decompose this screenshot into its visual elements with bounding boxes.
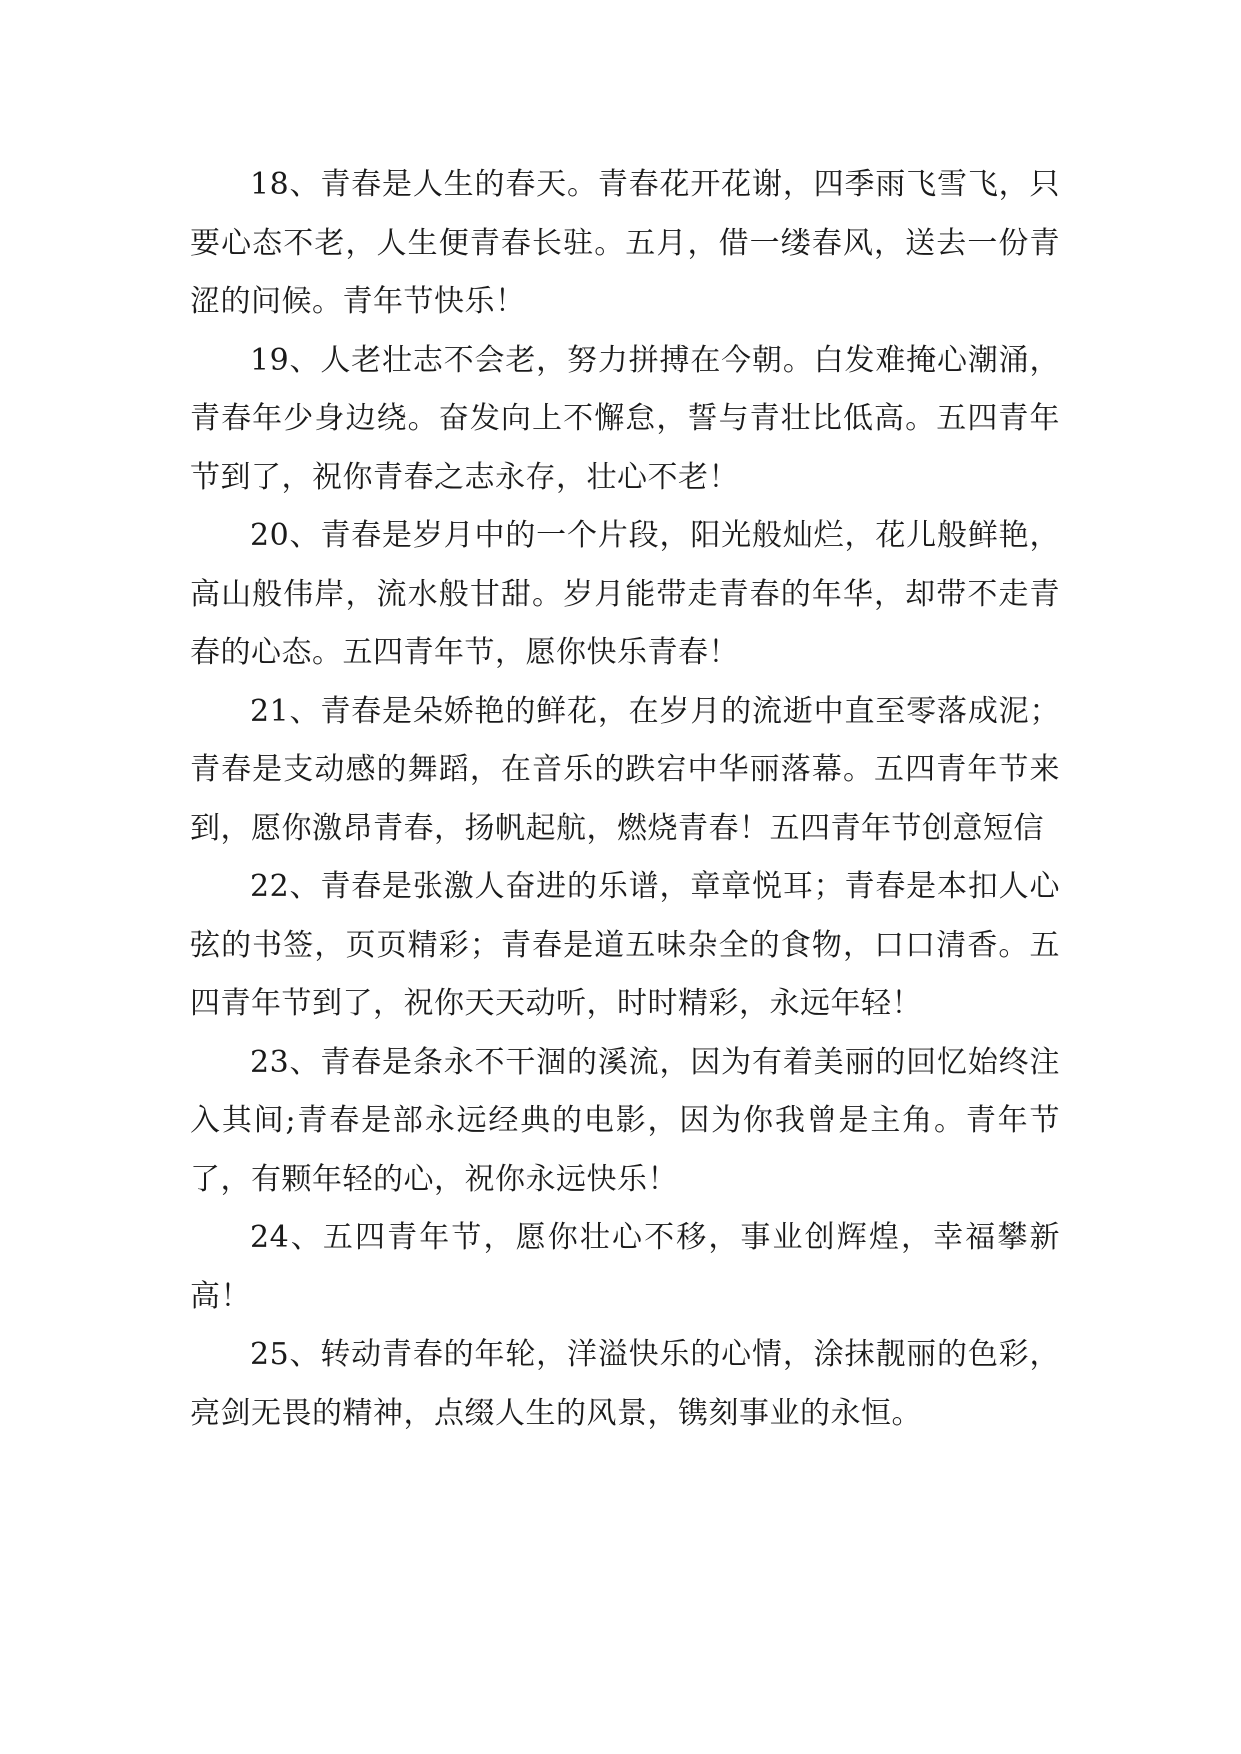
paragraph-19: 19、人老壮志不会老，努力拼搏在今朝。白发难掩心潮涌，青春年少身边绕。奋发向上不懈怠，誓与青壮比低高。五四青年节到了，祝你青春之志永存，壮心不老！ <box>190 342 1060 495</box>
paragraph-21: 21、青春是朵娇艳的鲜花，在岁月的流逝中直至零落成泥；青春是支动感的舞蹈，在音乐的跌宕中华丽落幕。五四青年节来到，愿你激昂青春，扬帆起航，燃烧青春！五四青年节创意短信 <box>190 693 1060 846</box>
paragraph-22: 22、青春是张激人奋进的乐谱，章章悦耳；青春是本扣人心弦的书签，页页精彩；青春是道五味杂全的食物，口口清香。五四青年节到了，祝你天天动听，时时精彩，永远年轻！ <box>190 869 1060 1021</box>
paragraph-25: 25、转动青春的年轮，洋溢快乐的心情，涂抹靓丽的色彩，亮剑无畏的精神，点缀人生的风景，镌刻事业的永恒。 <box>190 1337 1060 1431</box>
paragraph-20: 20、青春是岁月中的一个片段，阳光般灿烂，花儿般鲜艳，高山般伟岸，流水般甘甜。岁月能带走青春的年华，却带不走青春的心态。五四青年节，愿你快乐青春！ <box>190 518 1060 670</box>
paragraph-18: 18、青春是人生的春天。青春花开花谢，四季雨飞雪飞，只要心态不老，人生便青春长驻。五月，借一缕春风，送去一份青涩的问候。青年节快乐！ <box>190 167 1060 319</box>
document-body <box>190 156 1060 1443</box>
paragraph-24: 24、五四青年节，愿你壮心不移，事业创辉煌，幸福攀新高！ <box>190 1220 1060 1314</box>
paragraph-23: 23、青春是条永不干涸的溪流，因为有着美丽的回忆始终注入其间;青春是部永远经典的电影，因为你我曾是主角。青年节了，有颗年轻的心，祝你永远快乐！ <box>190 1044 1060 1197</box>
